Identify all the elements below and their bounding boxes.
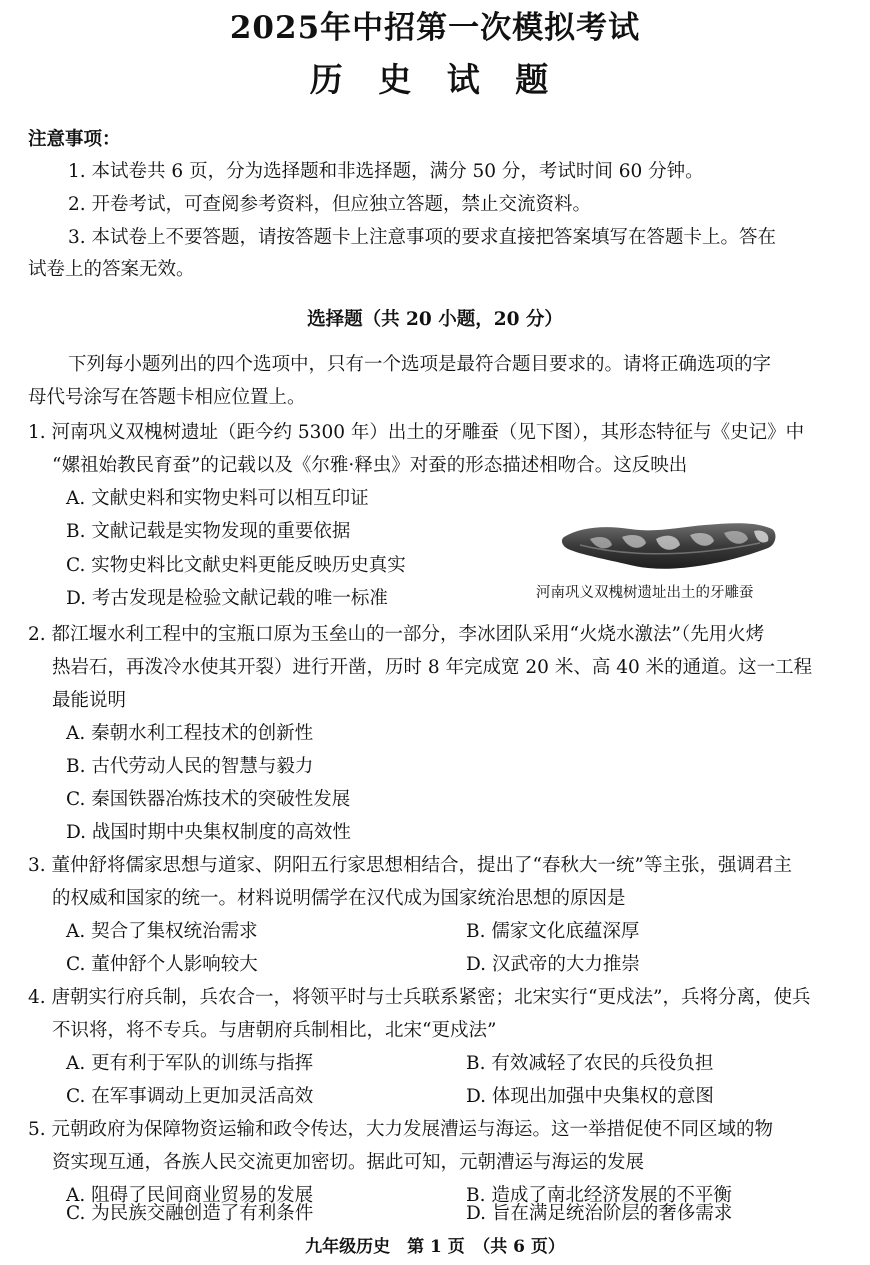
question-5-option-d: D. 旨在满足统治阶层的奢侈需求 [466,1203,733,1224]
question-1-stem: 1. 河南巩义双槐树遗址（距今约 5300 年）出土的牙雕蚕（见下图），其形态特征与《史记》中 [28,422,805,443]
question-3-option-a: A. 契合了集权统治需求 [66,921,258,942]
question-2-option-a: A. 秦朝水利工程技术的创新性 [66,723,314,744]
exam-title: 2025年中招第一次模拟考试 [229,10,641,46]
question-3-option-c: C. 董仲舒个人影响较大 [66,954,258,975]
question-2-option-c: C. 秦国铁器冶炼技术的突破性发展 [66,789,351,810]
notice-item-3: 3. 本试卷上不要答题，请按答题卡上注意事项的要求直接把答案填写在答题卡上。答在 [68,227,777,248]
question-4-option-d: D. 体现出加强中央集权的意图 [466,1086,714,1107]
notice-heading: 注意事项： [28,129,121,150]
question-2-stem: 2. 都江堰水利工程中的宝瓶口原为玉垒山的一部分，李冰团队采用“火烧水激法”（先用火烤 [28,624,765,645]
section-instruction-cont: 母代号涂写在答题卡相应位置上。 [28,387,306,408]
question-4-option-b: B. 有效减轻了农民的兵役负担 [466,1053,714,1074]
question-1-option-c: C. 实物史料比文献史料更能反映历史真实 [66,555,406,576]
question-2-stem-cont-2: 最能说明 [52,690,127,711]
question-5-stem: 5. 元朝政府为保障物资运输和政令传达，大力发展漕运与海运。这一举措促使不同区域的物 [28,1119,774,1140]
section-instruction: 下列每小题列出的四个选项中，只有一个选项是最符合题目要求的。请将正确选项的字 [68,354,772,375]
notice-item-2: 2. 开卷考试，可查阅参考资料，但应独立答题，禁止交流资料。 [68,194,592,215]
question-4-stem: 4. 唐朝实行府兵制，兵农合一，将领平时与士兵联系紧密；北宋实行“更戍法”，兵将分离，使兵 [28,987,811,1008]
question-1-stem-cont: “嫘祖始教民育蚕”的记载以及《尔雅·释虫》对蚕的形态描述相吻合。这反映出 [52,455,688,476]
question-5-option-b: B. 造成了南北经济发展的不平衡 [466,1185,732,1206]
question-4-option-c: C. 在军事调动上更加灵活高效 [66,1086,314,1107]
question-5-stem-cont: 资实现互通，各族人民交流更加密切。据此可知，元朝漕运与海运的发展 [52,1152,645,1173]
question-2-option-d: D. 战国时期中央集权制度的高效性 [66,822,351,843]
page-footer: 九年级历史 第 1 页 （共 6 页） [305,1237,565,1257]
notice-item-3-cont: 试卷上的答案无效。 [28,259,195,280]
question-3-option-d: D. 汉武帝的大力推崇 [466,954,640,975]
notice-item-1: 1. 本试卷共 6 页，分为选择题和非选择题，满分 50 分，考试时间 60 分钟。 [68,161,704,182]
question-1-option-b: B. 文献记载是实物发现的重要依据 [66,521,351,542]
question-2-option-b: B. 古代劳动人民的智慧与毅力 [66,756,314,777]
figure-caption: 河南巩义双槐树遗址出土的牙雕蚕 [536,585,754,601]
question-5-option-a: A. 阻碍了民间商业贸易的发展 [66,1185,314,1206]
section-title: 选择题（共 20 小题，20 分） [307,309,563,330]
question-3-stem: 3. 董仲舒将儒家思想与道家、阴阳五行家思想相结合，提出了“春秋大一统”等主张，强调君主 [28,855,792,876]
question-1-option-d: D. 考古发现是检验文献记载的唯一标准 [66,588,388,609]
question-4-stem-cont: 不识将，将不专兵。与唐朝府兵制相比，北宋“更戍法” [52,1020,497,1041]
question-3-option-b: B. 儒家文化底蕴深厚 [466,921,640,942]
ivory-silkworm-figure [560,515,780,577]
question-3-stem-cont: 的权威和国家的统一。材料说明儒学在汉代成为国家统治思想的原因是 [52,888,626,909]
question-1-option-a: A. 文献史料和实物史料可以相互印证 [66,488,369,509]
question-5-option-c: C. 为民族交融创造了有利条件 [66,1203,314,1224]
question-4-option-a: A. 更有利于军队的训练与指挥 [66,1053,314,1074]
question-2-stem-cont: 热岩石，再泼冷水使其开裂）进行开凿，历时 8 年完成宽 20 米、高 40 米的通道。这一工程 [52,657,813,678]
exam-subject: 历 史 试 题 [309,60,561,99]
